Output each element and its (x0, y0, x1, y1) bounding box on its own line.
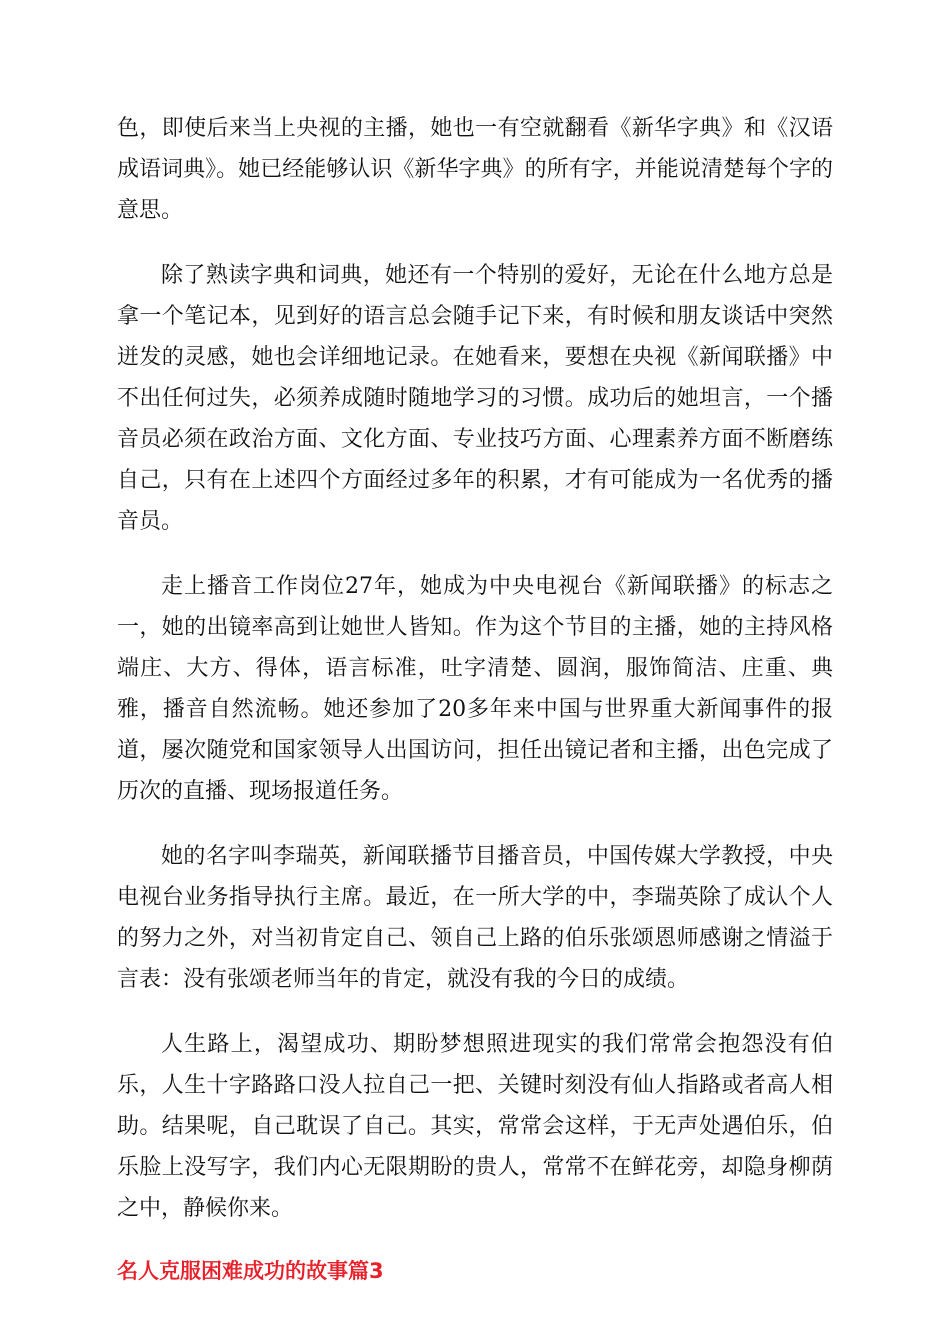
document-body (117, 108, 833, 1289)
paragraph-notebook-habit: 除了熟读字典和词典，她还有一个特别的爱好，无论在什么地方总是拿一个笔记本，见到好的语言总会随手记下来，有时候和朋友谈话中突然迸发的灵感，她也会详细地记录。在她看来，要想在央视《新闻联播》中不出任何过失，必须养成随时随地学习的习惯。成功后的她坦言，一个播音员必须在政治方面、文化方面、专业技巧方面、心理素养方面不断磨练自己，只有在上述四个方面经过多年的积累，才有可能成为一名优秀的播音员。 (117, 263, 833, 534)
paragraph-continuation: 色，即使后来当上央视的主播，她也一有空就翻看《新华字典》和《汉语成语词典》。她已经能够认识《新华字典》的所有字，并能说清楚每个字的意思。 (117, 116, 833, 223)
paragraph-reflection: 人生路上，渴望成功、期盼梦想照进现实的我们常常会抱怨没有伯乐，人生十字路路口没人拉自己一把、关键时刻没有仙人指路或者高人相助。结果呢，自己耽误了自己。其实，常常会这样，于无声处遇伯乐，伯乐脸上没写字，我们内心无限期盼的贵人，常常不在鲜花旁，却隐身柳荫之中，静候你来。 (117, 1032, 833, 1221)
section-heading: 名人克服困难成功的故事篇3 (117, 1259, 384, 1283)
paragraph-career: 走上播音工作岗位27年，她成为中央电视台《新闻联播》的标志之一，她的出镜率高到让她世人皆知。作为这个节目的主播，她的主持风格端庄、大方、得体，语言标准，吐字清楚、圆润，服饰简洁、庄重、典雅，播音自然流畅。她还参加了20多年来中国与世界重大新闻事件的报道，屡次随党和国家领导人出国访问，担任出镜记者和主播，出色完成了历次的直播、现场报道任务。 (117, 574, 833, 804)
paragraph-name-reveal: 她的名字叫李瑞英，新闻联播节目播音员，中国传媒大学教授，中央电视台业务指导执行主席。最近，在一所大学的中，李瑞英除了成认个人的努力之外，对当初肯定自己、领自己上路的伯乐张颂恩师感谢之情溢于言表：没有张颂老师当年的肯定，就没有我的今日的成绩。 (117, 844, 833, 992)
